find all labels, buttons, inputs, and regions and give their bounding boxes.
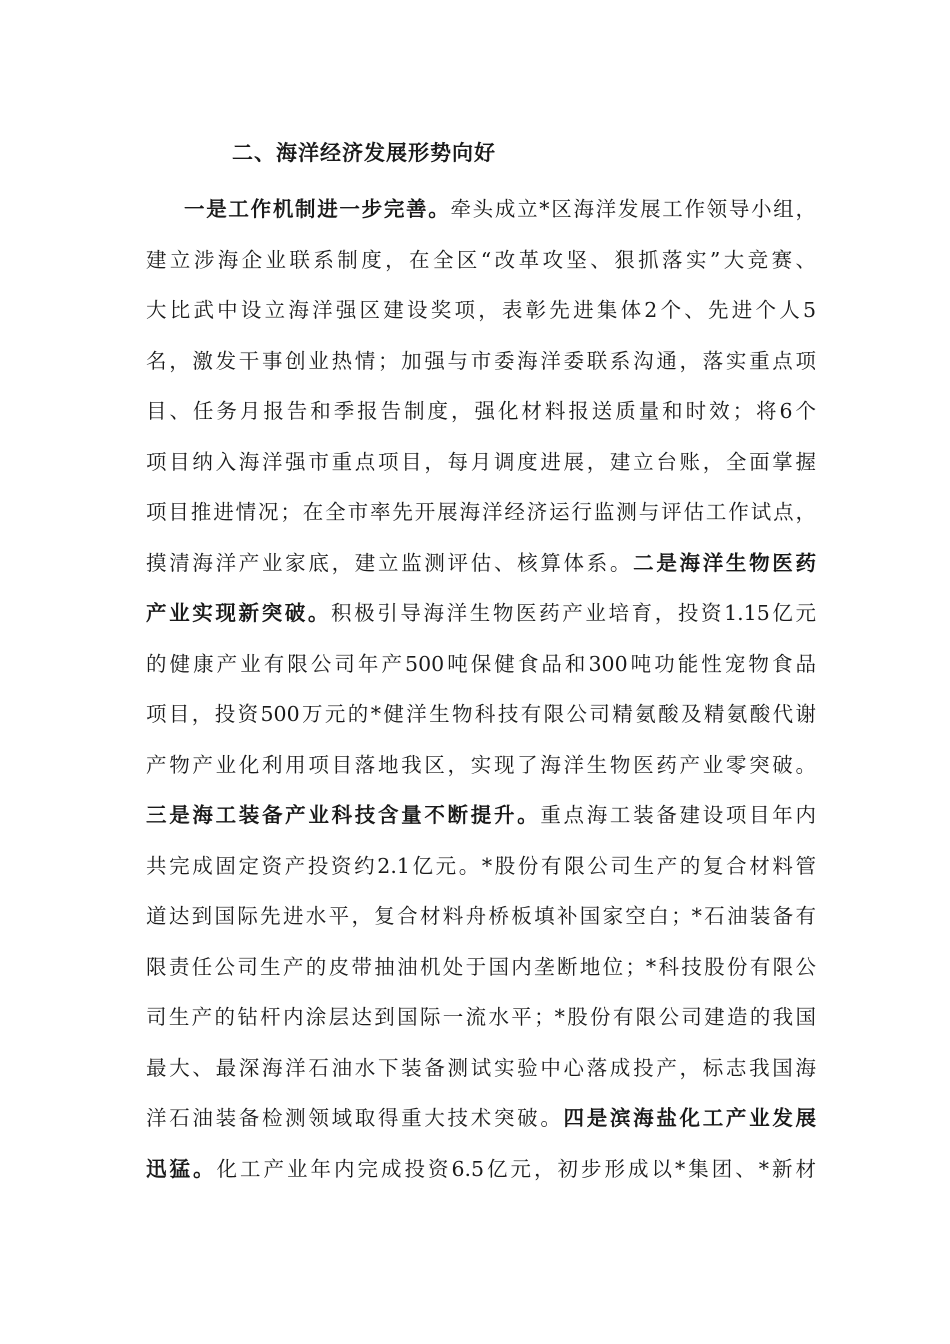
text-segment: 洋石油装备检测领域取得重大技术突破。	[146, 1106, 564, 1130]
text-line	[146, 749, 816, 800]
text-segment: 的健康产业有限公司年产500吨保健食品和300吨功能性宠物食品	[146, 651, 816, 676]
text-segment: 大比武中设立海洋强区建设奖项，表彰先进集体2个、先进个人5	[146, 298, 816, 322]
text-segment: 司生产的钻杆内涂层达到国际一流水平；*股份有限公司建造的我国	[146, 1005, 816, 1029]
text-line	[146, 850, 816, 901]
text-segment: 限责任公司生产的皮带抽油机处于国内垄断地位；*科技股份有限公	[146, 954, 816, 979]
bold-lead-phrase: 产业实现新突破。	[146, 601, 331, 625]
text-segment: 建立涉海企业联系制度，在全区“改革攻坚、狠抓落实”大竞赛、	[146, 247, 816, 272]
text-segment: 共完成固定资产投资约2.1亿元。*股份有限公司生产的复合材料管	[146, 853, 816, 878]
bold-lead-phrase: 四是滨海盐化工产业发展	[563, 1106, 817, 1130]
text-line	[146, 244, 816, 295]
text-line	[146, 345, 816, 396]
text-line	[146, 1102, 816, 1153]
text-line	[146, 1153, 816, 1204]
bold-lead-phrase: 三是海工装备产业科技含量不断提升。	[146, 803, 541, 827]
section-heading: 二、海洋经济发展形势向好	[232, 140, 496, 165]
text-segment: 项目纳入海洋强市重点项目，每月调度进展，建立台账，全面掌握	[146, 449, 816, 474]
text-line	[146, 1052, 816, 1103]
bold-lead-phrase: 迅猛。	[146, 1156, 217, 1181]
text-line	[146, 951, 816, 1002]
text-line	[146, 648, 816, 699]
text-segment: 项目，投资500万元的*健洋生物科技有限公司精氨酸及精氨酸代谢	[146, 702, 816, 726]
text-segment: 重点海工装备建设项目年内	[540, 803, 817, 827]
text-segment: 牵头成立*区海洋发展工作领导小组，	[450, 197, 817, 221]
text-segment: 积极引导海洋生物医药产业培育，投资1.15亿元	[331, 601, 816, 625]
text-line	[146, 193, 816, 244]
text-line	[146, 294, 816, 345]
text-line	[146, 1001, 816, 1052]
text-line	[146, 900, 816, 951]
text-line	[146, 395, 816, 446]
text-line	[146, 547, 816, 598]
text-segment: 摸清海洋产业家底，建立监测评估、核算体系。	[146, 550, 634, 575]
bold-lead-phrase: 一是工作机制进一步完善。	[184, 197, 451, 221]
text-line	[146, 597, 816, 648]
text-line	[146, 799, 816, 850]
text-segment: 名，激发干事创业热情；加强与市委海洋委联系沟通，落实重点项	[146, 348, 816, 373]
text-segment: 最大、最深海洋石油水下装备测试实验中心落成投产，标志我国海	[146, 1055, 816, 1080]
text-line	[146, 698, 816, 749]
text-segment: 项目推进情况；在全市率先开展海洋经济运行监测与评估工作试点，	[146, 500, 816, 524]
text-segment: 目、任务月报告和季报告制度，强化材料报送质量和时效；将6个	[146, 399, 816, 423]
body-paragraph	[146, 193, 816, 1203]
text-line	[146, 496, 816, 547]
text-line	[146, 446, 816, 497]
text-segment: 产物产业化利用项目落地我区，实现了海洋生物医药产业零突破。	[146, 752, 816, 777]
text-segment: 道达到国际先进水平，复合材料舟桥板填补国家空白；*石油装备有	[146, 904, 816, 928]
text-segment: 化工产业年内完成投资6.5亿元，初步形成以*集团、*新材	[216, 1156, 817, 1181]
bold-lead-phrase: 二是海洋生物医药	[633, 550, 816, 575]
